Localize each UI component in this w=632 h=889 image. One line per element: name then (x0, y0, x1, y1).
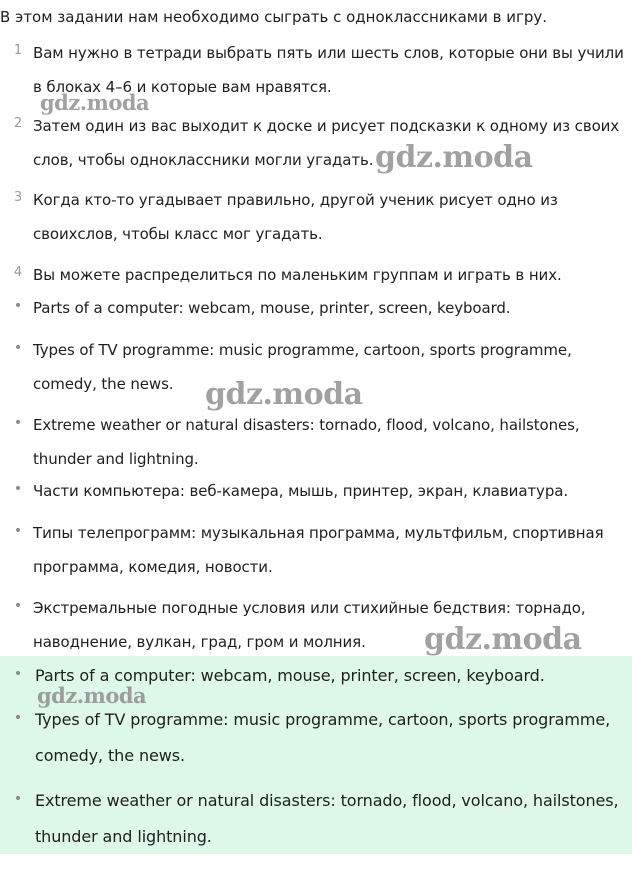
watermark: gdz.moda (375, 140, 533, 175)
bullet-icon: • (13, 710, 23, 726)
watermark: gdz.moda (37, 683, 147, 708)
topic-text: Экстремальные погодные условия или стихийные бедствия: торнадо, наводнение, вулкан, град, гром и молния. (33, 599, 586, 651)
step-text: Затем один из вас выходит к доске и рисует подсказки к одному из своих слов, чтобы одноклассники могли угадать. (33, 117, 620, 169)
bullet-icon: • (13, 598, 23, 614)
watermark: gdz.moda (205, 377, 363, 412)
bullet-icon: • (13, 791, 23, 807)
topic-text: Types of TV programme: music programme, cartoon, sports programme, comedy, the news. (35, 710, 611, 765)
topic-text: Types of TV programme: music programme, cartoon, sports programme, comedy, the news. (33, 341, 572, 393)
step-text: Когда кто-то угадывает правильно, другой ученик рисует одно из своихслов, чтобы класс мог угадать. (33, 191, 558, 243)
bullet-icon: • (13, 298, 23, 314)
bullet-icon: • (13, 340, 23, 356)
step-number: 3 (13, 190, 23, 205)
bullet-icon: • (13, 523, 23, 539)
step-number: 1 (13, 43, 23, 58)
step-number: 2 (13, 116, 23, 131)
watermark: gdz.moda (424, 622, 582, 657)
bullet-icon: • (13, 415, 23, 431)
intro-text: В этом задании нам необходимо сыграть с одноклассниками в игру. (0, 8, 548, 26)
step-text: Вы можете распределиться по маленьким группам и играть в них. (33, 266, 562, 284)
topic-text: Части компьютера: веб-камера, мышь, принтер, экран, клавиатура. (33, 482, 569, 500)
watermark: gdz.moda (40, 90, 150, 115)
step-number: 4 (13, 265, 23, 280)
topic-text: Extreme weather or natural disasters: tornado, flood, volcano, hailstones, thunder and lightning. (35, 791, 619, 846)
step-text: Вам нужно в тетради выбрать пять или шесть слов, которые они вы учили в блоках 4–6 и которые вам нравятся. (33, 44, 624, 96)
topic-text: Типы телепрограмм: музыкальная программа, мультфильм, спортивная программа, комедия, новости. (33, 524, 604, 576)
topic-text: Extreme weather or natural disasters: tornado, flood, volcano, hailstones, thunder and lightning. (33, 416, 580, 468)
bullet-icon: • (13, 666, 23, 682)
topic-text: Parts of a computer: webcam, mouse, printer, screen, keyboard. (35, 666, 545, 685)
bullet-icon: • (13, 481, 23, 497)
topic-text: Parts of a computer: webcam, mouse, printer, screen, keyboard. (33, 299, 511, 317)
